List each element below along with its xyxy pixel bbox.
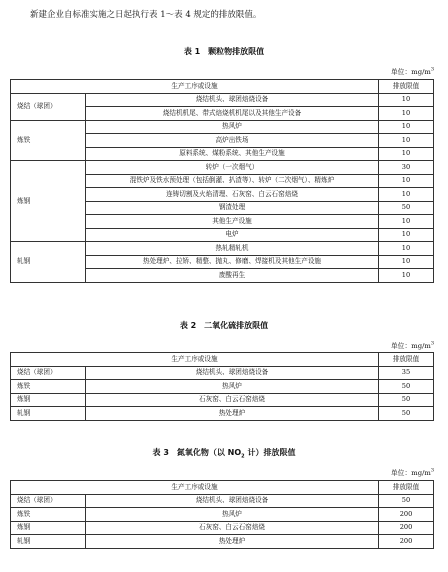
process-cell: 钢渣处理 bbox=[86, 201, 379, 215]
table-row bbox=[11, 407, 434, 421]
table1-particulate-limits bbox=[10, 79, 434, 283]
sector-cell: 炼钢 bbox=[11, 393, 86, 407]
intro-paragraph: 新建企业自标准实施之日起执行表 1～表 4 规定的排放限值。 bbox=[30, 10, 262, 20]
table3-nox-limits bbox=[10, 480, 434, 549]
process-cell: 烧结机头、球团焙烧设备 bbox=[86, 494, 379, 508]
limit-cell: 50 bbox=[379, 407, 434, 421]
table-row bbox=[11, 242, 434, 256]
sector-cell: 烧结（球团） bbox=[11, 93, 86, 120]
process-cell: 热处理炉 bbox=[86, 407, 379, 421]
limit-cell: 10 bbox=[379, 242, 434, 256]
table-row bbox=[11, 393, 434, 407]
table-row bbox=[11, 120, 434, 134]
process-cell: 连铸切割及火焰清理、石灰窑、白云石窑焙烧 bbox=[86, 188, 379, 202]
process-cell: 热轧精轧机 bbox=[86, 242, 379, 256]
table-header-row bbox=[11, 80, 434, 94]
table-row bbox=[11, 521, 434, 535]
table-row bbox=[11, 366, 434, 380]
limit-cell: 10 bbox=[379, 228, 434, 242]
sector-cell: 炼铁 bbox=[11, 120, 86, 161]
header-limit: 排放限值 bbox=[379, 80, 434, 94]
table-row bbox=[11, 380, 434, 394]
process-cell: 高炉出铁场 bbox=[86, 134, 379, 148]
process-cell: 烧结机机尾、带式焙烧机机尾以及其他生产设备 bbox=[86, 107, 379, 121]
process-cell: 热风炉 bbox=[86, 508, 379, 522]
process-cell: 热处理炉、拉矫、精整、抛丸、修磨、焊接机及其他生产设施 bbox=[86, 255, 379, 269]
process-cell: 原料系统、煤粉系统、其他生产设施 bbox=[86, 147, 379, 161]
header-process: 生产工序或设施 bbox=[11, 481, 379, 495]
table-header-row bbox=[11, 353, 434, 367]
limit-cell: 50 bbox=[379, 380, 434, 394]
process-cell: 电炉 bbox=[86, 228, 379, 242]
sector-cell: 炼铁 bbox=[11, 508, 86, 522]
limit-cell: 50 bbox=[379, 494, 434, 508]
limit-cell: 10 bbox=[379, 215, 434, 229]
limit-cell: 200 bbox=[379, 521, 434, 535]
sector-cell: 炼铁 bbox=[11, 380, 86, 394]
process-cell: 混铁炉及铁水预处理（包括倒灌、扒渣等）、转炉（二次烟气）、精炼炉 bbox=[86, 174, 379, 188]
process-cell: 石灰窑、白云石窑焙烧 bbox=[86, 393, 379, 407]
sector-cell: 轧钢 bbox=[11, 535, 86, 549]
limit-cell: 10 bbox=[379, 134, 434, 148]
limit-cell: 35 bbox=[379, 366, 434, 380]
process-cell: 废酸再生 bbox=[86, 269, 379, 283]
process-cell: 石灰窑、白云石窑焙烧 bbox=[86, 521, 379, 535]
sector-cell: 轧钢 bbox=[11, 242, 86, 283]
table-header-row bbox=[11, 481, 434, 495]
sector-cell: 炼钢 bbox=[11, 161, 86, 242]
table-row bbox=[11, 93, 434, 107]
limit-cell: 200 bbox=[379, 508, 434, 522]
limit-cell: 10 bbox=[379, 255, 434, 269]
process-cell: 烧结机头、球团焙烧设备 bbox=[86, 93, 379, 107]
limit-cell: 10 bbox=[379, 120, 434, 134]
table1-caption: 表 1 颗粒物排放限值 bbox=[183, 47, 265, 56]
header-process: 生产工序或设施 bbox=[11, 80, 379, 94]
limit-cell: 50 bbox=[379, 393, 434, 407]
sector-cell: 烧结（球团） bbox=[11, 366, 86, 380]
limit-cell: 10 bbox=[379, 147, 434, 161]
table3-caption: 表 3 氮氧化物（以 $NO_2$ 计）排放限值 bbox=[152, 448, 296, 460]
process-cell: 热风炉 bbox=[86, 380, 379, 394]
process-cell: 烧结机头、球团焙烧设备 bbox=[86, 366, 379, 380]
limit-cell: 10 bbox=[379, 188, 434, 202]
limit-cell: 10 bbox=[379, 269, 434, 283]
process-cell: 热处理炉 bbox=[86, 535, 379, 549]
table-row bbox=[11, 494, 434, 508]
table2-unit: 单位：$mg/m^3$ bbox=[390, 340, 434, 350]
table3-unit: 单位：$mg/m^3$ bbox=[390, 467, 434, 477]
header-limit: 排放限值 bbox=[379, 481, 434, 495]
process-cell: 转炉（一次烟气） bbox=[86, 161, 379, 175]
limit-cell: 10 bbox=[379, 107, 434, 121]
sector-cell: 轧钢 bbox=[11, 407, 86, 421]
sector-cell: 烧结（球团） bbox=[11, 494, 86, 508]
limit-cell: 50 bbox=[379, 201, 434, 215]
table-row bbox=[11, 508, 434, 522]
limit-cell: 30 bbox=[379, 161, 434, 175]
header-limit: 排放限值 bbox=[379, 353, 434, 367]
table1-unit: 单位：$mg/m^3$ bbox=[390, 66, 434, 76]
limit-cell: 10 bbox=[379, 174, 434, 188]
process-cell: 其他生产设施 bbox=[86, 215, 379, 229]
limit-cell: 10 bbox=[379, 93, 434, 107]
header-process: 生产工序或设施 bbox=[11, 353, 379, 367]
limit-cell: 200 bbox=[379, 535, 434, 549]
table-row bbox=[11, 161, 434, 175]
table-row bbox=[11, 535, 434, 549]
table2-so2-limits bbox=[10, 352, 434, 421]
table2-caption: 表 2 二氧化硫排放限值 bbox=[179, 321, 269, 330]
sector-cell: 炼钢 bbox=[11, 521, 86, 535]
process-cell: 热风炉 bbox=[86, 120, 379, 134]
